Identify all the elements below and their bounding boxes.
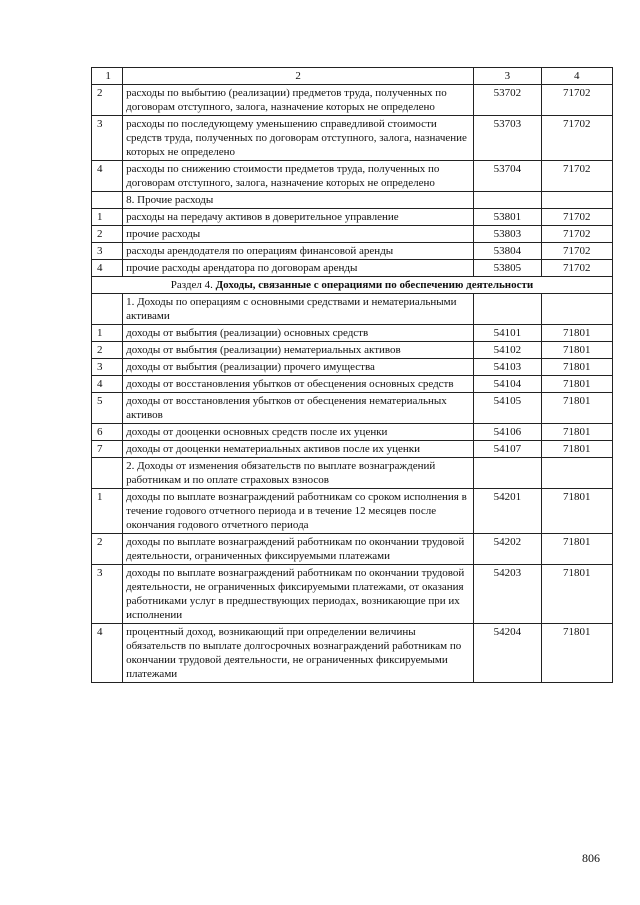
table-row	[92, 85, 613, 116]
row-number: 3	[92, 116, 123, 161]
row-code: 54204	[474, 624, 541, 683]
row-description: расходы на передачу активов в доверительное управление	[123, 209, 474, 226]
row-code: 53704	[474, 161, 541, 192]
row-code: 54104	[474, 376, 541, 393]
row-number: 1	[92, 209, 123, 226]
row-description: доходы от выбытия (реализации) нематериальных активов	[123, 342, 474, 359]
row-number: 2	[92, 85, 123, 116]
row-account: 71801	[541, 393, 612, 424]
row-description: доходы от выбытия (реализации) основных средств	[123, 325, 474, 342]
row-description: расходы по выбытию (реализации) предметов труда, полученных по договорам отступного, залога, назначение которых не определено	[123, 85, 474, 116]
section-heading: Доходы, связанные с операциями по обеспечению деятельности	[215, 279, 534, 291]
table-row	[92, 376, 613, 393]
row-account: 71801	[541, 342, 612, 359]
row-description: доходы от восстановления убытков от обесценения нематериальных активов	[123, 393, 474, 424]
table-row	[92, 209, 613, 226]
row-code	[474, 192, 541, 209]
row-account: 71801	[541, 325, 612, 342]
header-row	[92, 68, 613, 85]
row-number: 4	[92, 260, 123, 277]
table-row	[92, 441, 613, 458]
row-account: 71702	[541, 116, 612, 161]
row-number: 1	[92, 489, 123, 534]
section-prefix: Раздел 4.	[170, 279, 216, 291]
row-number: 2	[92, 534, 123, 565]
row-code: 53801	[474, 209, 541, 226]
group-row	[92, 294, 613, 325]
table-row	[92, 116, 613, 161]
row-number: 1	[92, 325, 123, 342]
row-description: доходы по выплате вознаграждений работникам по окончании трудовой деятельности, ограниченных фиксируемыми платежами	[123, 534, 474, 565]
row-code: 54105	[474, 393, 541, 424]
row-account: 71702	[541, 226, 612, 243]
row-description: расходы по последующему уменьшению справедливой стоимости средств труда, полученных по договорам отступного, залога, назначение которых не определено	[123, 116, 474, 161]
row-code: 54101	[474, 325, 541, 342]
row-code: 54102	[474, 342, 541, 359]
row-number: 3	[92, 243, 123, 260]
table-row	[92, 565, 613, 624]
table-row	[92, 243, 613, 260]
table-row	[92, 161, 613, 192]
row-code: 53804	[474, 243, 541, 260]
row-account	[541, 192, 612, 209]
row-code: 53702	[474, 85, 541, 116]
row-account: 71702	[541, 209, 612, 226]
row-description: расходы по снижению стоимости предметов труда, полученных по договорам отступного, залога, назначение которых не определено	[123, 161, 474, 192]
row-account	[541, 458, 612, 489]
group-row	[92, 192, 613, 209]
row-code	[474, 458, 541, 489]
row-number	[92, 294, 123, 325]
table-row	[92, 359, 613, 376]
row-number: 4	[92, 161, 123, 192]
header-cell-1: 1	[92, 68, 123, 85]
row-account: 71801	[541, 565, 612, 624]
row-account: 71801	[541, 376, 612, 393]
page-number: 806	[582, 851, 600, 865]
table-row	[92, 342, 613, 359]
row-description: доходы от выбытия (реализации) прочего имущества	[123, 359, 474, 376]
row-number: 7	[92, 441, 123, 458]
table-row	[92, 393, 613, 424]
row-account: 71702	[541, 161, 612, 192]
row-account: 71801	[541, 441, 612, 458]
table-row	[92, 534, 613, 565]
row-code: 54201	[474, 489, 541, 534]
table-body	[92, 68, 613, 683]
section-title	[92, 277, 613, 294]
row-number: 5	[92, 393, 123, 424]
table-row	[92, 325, 613, 342]
row-description: доходы от восстановления убытков от обесценения основных средств	[123, 376, 474, 393]
row-number: 2	[92, 226, 123, 243]
row-description: доходы по выплате вознаграждений работникам по окончании трудовой деятельности, не ограниченных фиксируемыми платежами, от оказания работниками услуг в предшествующих периодах, возникающие при их исполнении	[123, 565, 474, 624]
row-code: 54106	[474, 424, 541, 441]
header-cell-4: 4	[541, 68, 612, 85]
row-account: 71801	[541, 489, 612, 534]
row-description: 8. Прочие расходы	[123, 192, 474, 209]
row-code: 53803	[474, 226, 541, 243]
table-row	[92, 624, 613, 683]
row-description: доходы от дооценки нематериальных активов после их уценки	[123, 441, 474, 458]
row-description: прочие расходы арендатора по договорам аренды	[123, 260, 474, 277]
row-number: 2	[92, 342, 123, 359]
table-row	[92, 489, 613, 534]
row-account: 71801	[541, 624, 612, 683]
group-row	[92, 458, 613, 489]
row-code: 54107	[474, 441, 541, 458]
row-account: 71702	[541, 260, 612, 277]
row-description: доходы от дооценки основных средств после их уценки	[123, 424, 474, 441]
row-code: 54202	[474, 534, 541, 565]
row-number: 4	[92, 376, 123, 393]
row-account: 71801	[541, 424, 612, 441]
row-number	[92, 458, 123, 489]
row-number: 3	[92, 565, 123, 624]
table-row	[92, 424, 613, 441]
row-number	[92, 192, 123, 209]
row-description: прочие расходы	[123, 226, 474, 243]
row-account: 71702	[541, 243, 612, 260]
row-code: 54203	[474, 565, 541, 624]
row-account	[541, 294, 612, 325]
row-description: доходы по выплате вознаграждений работникам со сроком исполнения в течение годового отчетного периода и в течение 12 месяцев после окончания годового отчетного периода	[123, 489, 474, 534]
row-number: 3	[92, 359, 123, 376]
row-code: 54103	[474, 359, 541, 376]
row-description: 1. Доходы по операциям с основными средствами и нематериальными активами	[123, 294, 474, 325]
row-number: 4	[92, 624, 123, 683]
row-description: 2. Доходы от изменения обязательств по выплате вознаграждений работникам и по оплате страховых взносов	[123, 458, 474, 489]
row-code	[474, 294, 541, 325]
row-account: 71801	[541, 359, 612, 376]
row-description: расходы арендодателя по операциям финансовой аренды	[123, 243, 474, 260]
row-account: 71801	[541, 534, 612, 565]
row-number: 6	[92, 424, 123, 441]
header-cell-2: 2	[123, 68, 474, 85]
accounts-table	[91, 67, 613, 683]
row-code: 53703	[474, 116, 541, 161]
table-row	[92, 260, 613, 277]
row-description: процентный доход, возникающий при определении величины обязательств по выплате долгосрочных вознаграждений работникам по окончании трудовой деятельности, не ограниченных фиксируемыми платежами	[123, 624, 474, 683]
row-account: 71702	[541, 85, 612, 116]
section-row	[92, 277, 613, 294]
table-row	[92, 226, 613, 243]
header-cell-3: 3	[474, 68, 541, 85]
row-code: 53805	[474, 260, 541, 277]
